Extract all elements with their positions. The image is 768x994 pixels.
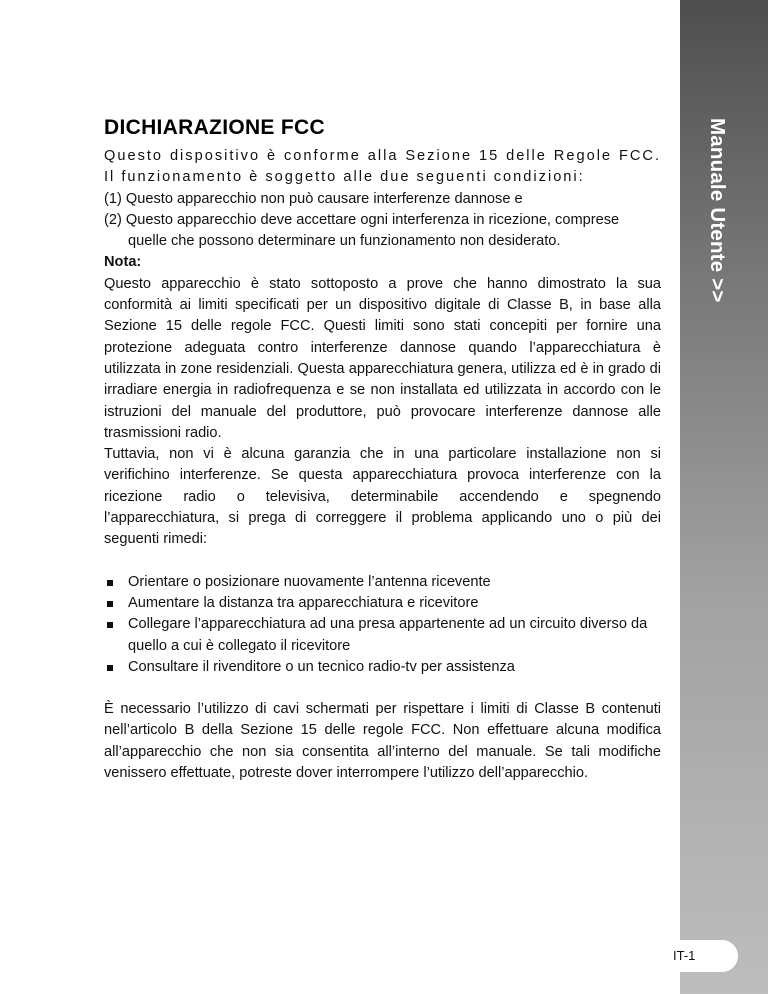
document-body: [104, 114, 661, 784]
page-title: DICHIARAZIONE FCC: [104, 116, 325, 139]
intro-paragraph: Questo dispositivo è conforme alla Sezione 15 delle Regole FCC. Il funzionamento è soggetto alle due seguenti condizioni:: [104, 148, 661, 186]
closing-paragraph: È necessario l’utilizzo di cavi schermati per rispettare i limiti di Classe B contenuti nell’articolo B della Sezione 15 delle regole FCC. Non effettuare alcuna modifica all’apparecchio che non sia consentita all’interno del manuale. Se tali modifiche venissero effettuate, potreste dover interrompere l’utilizzo dell’apparecchio.: [104, 701, 661, 782]
condition-2: (2) Questo apparecchio deve accettare ogni interferenza in ricezione, comprese quelle che possono determinare un funzionamento non desiderato.: [104, 211, 620, 250]
remedies-list: [104, 572, 661, 678]
list-item: Collegare l’apparecchiatura ad una presa appartenente ad un circuito diverso da quello a cui è collegato il ricevitore: [104, 614, 661, 657]
list-item: Aumentare la distanza tra apparecchiatura e ricevitore: [104, 593, 661, 614]
page-number-tab: IT-1: [672, 940, 738, 972]
note-paragraph: Questo apparecchio è stato sottoposto a prove che hanno dimostrato la sua conformità ai limiti specificati per un dispositivo digitale di Classe B, in base alla Sezione 15 delle regole FCC. Questi limiti sono stati concepiti per fornire una protezione adeguata contro interferenze dannose quando l’apparecchiatura è utilizzata in zone residenziali. Questa apparecchiatura genera, utilizza ed è in grado di irradiare energia in radiofrequenza e se non installata ed utilizzata in accordo con le istruzioni del manuale del produttore, può provocare interferenze dannose alle trasmissioni radio.: [104, 275, 661, 441]
note-label: Nota:: [104, 254, 142, 271]
list-item: Consultare il rivenditore o un tecnico radio-tv per assistenza: [104, 657, 661, 678]
list-item: Orientare o posizionare nuovamente l’antenna ricevente: [104, 572, 661, 593]
sidebar-title: Manuale Utente >>: [706, 118, 729, 303]
warranty-paragraph: Tuttavia, non vi è alcuna garanzia che in una particolare installazione non si verifichino interferenze. Se questa apparecchiatura provoca interferenze con la ricezione radio o televisiva, determinabile accendendo e spegnendo l’apparecchiatura, si prega di correggere il problema applicando uno o più dei seguenti rimedi:: [104, 446, 661, 548]
condition-1: (1) Questo apparecchio non può causare interferenze dannose e: [104, 190, 523, 207]
